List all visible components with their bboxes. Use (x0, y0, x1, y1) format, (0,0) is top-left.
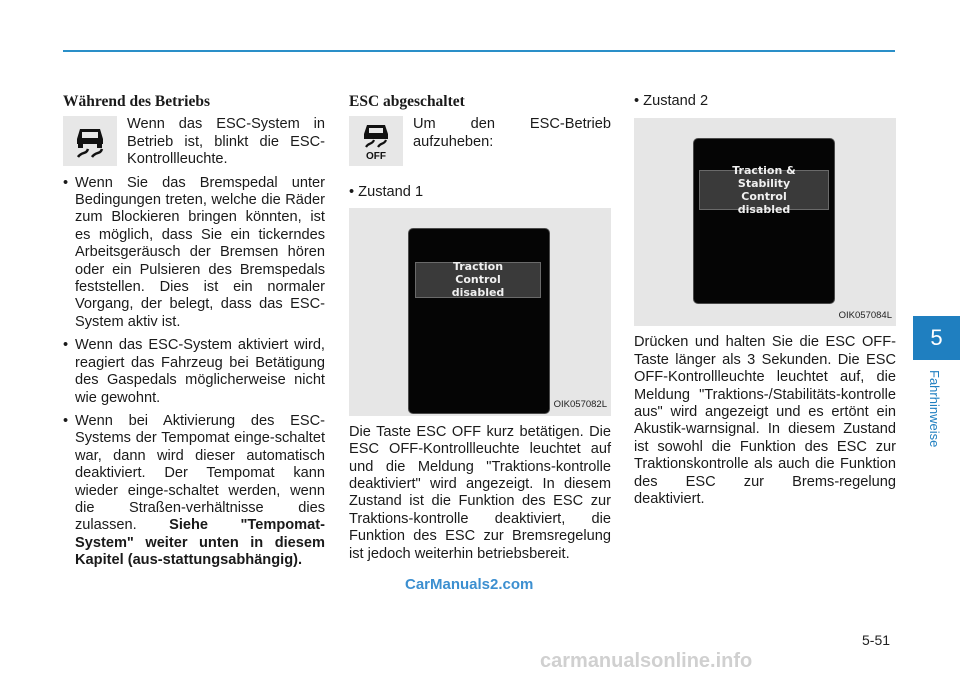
esc-skid-icon (63, 116, 117, 166)
esc-off-icon-label: OFF (366, 151, 386, 162)
column-3 (634, 93, 896, 508)
esc-off-block (349, 116, 611, 166)
bullet-item: • Wenn Sie das Bremspedal unter Bedingungen treten, welche die Räder zum Blockieren bringen könnten, ist es möglich, dass Sie ein tickerndes Arbeitsgeräusch der Bremsen hören oder ein Pulsieren des Bremspedals feststellen. Dies ist ein normaler Vorgang, der belegt, dass das ESC-System aktiv ist. (63, 175, 325, 332)
state-2-label: • Zustand 2 (634, 93, 709, 109)
column-1 (63, 93, 325, 576)
bullet-item: • Wenn das ESC-System aktiviert wird, reagiert das Fahrzeug bei Betätigung des Gaspedals möglicherweise nicht wie gewohnt. (63, 337, 325, 407)
column-2 (349, 93, 611, 563)
chapter-tab: 5 (913, 316, 960, 360)
state-1-label: • Zustand 1 (349, 184, 424, 201)
figure-traction-control-disabled (349, 208, 611, 416)
display-message: Traction Control disabled (415, 262, 541, 298)
section-heading-esc-off: ESC abgeschaltet (349, 93, 465, 110)
figure-code: OIK057082L (553, 399, 607, 411)
figure-traction-stability-disabled (634, 118, 896, 326)
page-number: 5-51 (862, 632, 891, 648)
cross-reference: Siehe "Tempomat-System" weiter unten in diesem Kapitel (aus-stattungsabhängig). (75, 517, 325, 569)
bullet-item: • Wenn bei Aktivierung des ESC-Systems der Tempomat einge-schaltet war, dann wird dieser automatisch deaktiviert. Der Tempomat kann wieder einge-schaltet werden, wenn die Straßen-verhältnisse dies zulassen. Siehe "Tempomat-System" weiter unten in diesem Kapitel (aus-stattungsabhängig). (63, 413, 325, 570)
state-1-description: Die Taste ESC OFF kurz betätigen. Die ESC OFF-Kontrollleuchte leuchtet auf und die Meldung "Traktions-kontrolle deaktiviert" wird angezeigt. In diesem Zustand ist die Funktion des ESC zur Traktions-kontrolle deaktiviert, die Funktion des ESC zur Bremsregelung ist jedoch weiterhin betriebsbereit. (349, 423, 611, 562)
footer-watermark: carmanualsonline.info (540, 650, 753, 672)
esc-indicator-block (63, 116, 325, 168)
cluster-display (693, 138, 835, 304)
top-rule (63, 50, 895, 52)
esc-blink-text: Wenn das ESC-System in Betrieb ist, blinkt die ESC-Kontrollleuchte. (127, 116, 325, 168)
esc-off-icon (349, 116, 403, 166)
watermark: CarManuals2.com (405, 576, 534, 593)
operation-bullet-list (63, 175, 325, 570)
display-message: Traction & Stability Control disabled (699, 170, 829, 210)
state-2-description: Drücken und halten Sie die ESC OFF-Taste länger als 3 Sekunden. Die ESC OFF-Kontrollleuchte leuchtet auf, die Meldung "Traktions-/Stabilitäts-kontrolle aus" wird angezeigt und es ertönt ein Akustik-warnsignal. In diesem Zustand ist sowohl die Funktion des ESC zur Traktionskontrolle als auch die Funktion des ESC zur Brems-regelung deaktiviert. (634, 334, 896, 508)
cluster-display (408, 228, 550, 414)
section-heading-operation: Während des Betriebs (63, 93, 210, 110)
figure-code: OIK057084L (838, 310, 892, 321)
chapter-name: Fahrhinweise (927, 370, 942, 448)
esc-off-intro-text: Um den ESC-Betrieb aufzuheben: (413, 116, 611, 150)
